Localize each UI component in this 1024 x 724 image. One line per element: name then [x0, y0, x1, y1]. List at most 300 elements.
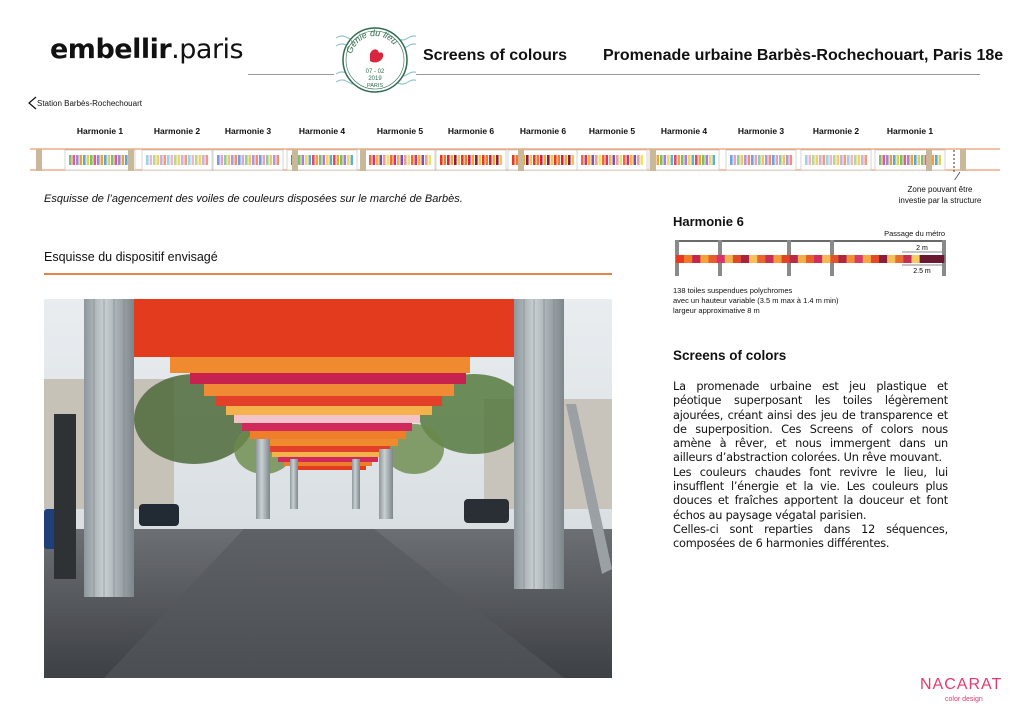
harmony-swatch — [312, 155, 315, 165]
harmony-swatch — [249, 155, 252, 165]
harmony-swatch — [741, 155, 744, 165]
harmonie-6-swatch — [708, 255, 716, 263]
harmony-swatch — [153, 155, 156, 165]
harmony-swatch — [451, 155, 454, 165]
harmonie-6-swatch — [684, 255, 692, 263]
harmony-swatch — [195, 155, 198, 165]
harmony-swatch — [900, 155, 903, 165]
harmony-label: Harmonie 1 — [886, 126, 934, 136]
harmony-swatch — [235, 155, 238, 165]
harmonie-6-swatch — [847, 255, 855, 263]
harmony-swatch — [681, 155, 684, 165]
paragraph-2: Les couleurs chaudes font revivre le lieu, lui insufflent l’énergie et la vie. Les couleurs plus douces et fraîches apportent la douceur et font échos au paysage végatal parisien. — [673, 465, 948, 522]
harmonie-6-swatch — [741, 255, 749, 263]
harmony-swatch — [627, 155, 630, 165]
harmony-swatch — [664, 155, 667, 165]
harmony-label: Harmonie 6 — [519, 126, 567, 136]
harmony-swatch — [758, 155, 761, 165]
harmony-swatch — [104, 155, 107, 165]
harmony-swatch — [465, 155, 468, 165]
harmony-swatch — [599, 155, 602, 165]
screens-of-colors-title: Screens of colors — [673, 348, 787, 363]
harmony-swatch — [544, 155, 547, 165]
harmony-swatch — [242, 155, 245, 165]
harmony-label: Harmonie 5 — [588, 126, 636, 136]
harmony-swatch — [623, 155, 626, 165]
harmony-swatch — [660, 155, 663, 165]
harmony-label: Harmonie 3 — [737, 126, 785, 136]
harmony-swatch — [554, 155, 557, 165]
harmony-swatch — [217, 155, 220, 165]
harmony-swatch — [94, 155, 97, 165]
harmonie-6-swatch — [895, 255, 903, 263]
harmony-swatch — [164, 155, 167, 165]
harmony-swatch — [150, 155, 153, 165]
harmony-swatch — [572, 155, 575, 165]
harmony-swatch — [397, 155, 400, 165]
harmony-swatch — [755, 155, 758, 165]
harmony-swatch — [865, 155, 868, 165]
harmony-swatch — [886, 155, 889, 165]
harmony-swatch — [387, 155, 390, 165]
harmony-swatch — [847, 155, 850, 165]
zone-note — [880, 184, 1000, 206]
harmony-swatch — [472, 155, 475, 165]
metro-passage-label: Passage du métro — [884, 229, 945, 238]
harmony-swatch — [174, 155, 177, 165]
harmony-swatch — [500, 155, 503, 165]
sketch-photo — [44, 299, 612, 678]
harmony-swatch — [69, 155, 72, 165]
harmonie-6-swatch — [871, 255, 879, 263]
harmony-swatch — [685, 155, 688, 165]
harmonie-6-swatch — [863, 255, 871, 263]
harmony-swatch — [181, 155, 184, 165]
harmony-swatch — [330, 155, 333, 165]
harmony-swatch — [270, 155, 273, 165]
harmony-swatch — [256, 155, 259, 165]
harmony-swatch — [730, 155, 733, 165]
harmonie-6-swatch — [749, 255, 757, 263]
harmony-swatch — [351, 155, 354, 165]
harmony-label: Harmonie 4 — [660, 126, 708, 136]
harmony-swatch — [551, 155, 554, 165]
harmony-swatch — [202, 155, 205, 165]
harmony-label: Harmonie 3 — [224, 126, 272, 136]
harmony-swatch — [805, 155, 808, 165]
harmonie-6-swatch — [765, 255, 773, 263]
harmony-block — [213, 150, 283, 170]
harmonie-6-title: Harmonie 6 — [673, 214, 744, 229]
harmony-swatch — [347, 155, 350, 165]
harmony-swatch — [692, 155, 695, 165]
structure-post — [128, 149, 134, 171]
harmony-swatch — [309, 155, 312, 165]
harmonie-6-swatch — [806, 255, 814, 263]
structure-post — [926, 149, 932, 171]
harmony-swatch — [833, 155, 836, 165]
harmonie-6-swatch — [692, 255, 700, 263]
harmonie-6-swatch — [838, 255, 846, 263]
harmony-swatch — [613, 155, 616, 165]
harmony-swatch — [277, 155, 280, 165]
harmony-swatch — [630, 155, 633, 165]
harmony-swatch — [671, 155, 674, 165]
harmony-swatch — [786, 155, 789, 165]
harmony-swatch — [302, 155, 305, 165]
harmony-swatch — [826, 155, 829, 165]
harmony-swatch — [238, 155, 241, 165]
seal-year: 2019 — [368, 76, 382, 82]
harmony-swatch — [401, 155, 404, 165]
harmony-swatch — [192, 155, 195, 165]
section-rule — [44, 273, 612, 275]
harmony-swatch — [259, 155, 262, 165]
harmony-swatch — [273, 155, 276, 165]
harmony-swatch — [316, 155, 319, 165]
harmony-swatch — [772, 155, 775, 165]
harmony-swatch — [245, 155, 248, 165]
harmonie-6-swatch — [790, 255, 798, 263]
harmony-swatch — [907, 155, 910, 165]
harmony-swatch — [185, 155, 188, 165]
harmony-swatch — [709, 155, 712, 165]
harmony-swatch — [440, 155, 443, 165]
harmony-swatch — [489, 155, 492, 165]
zone-pointer-line — [952, 172, 960, 180]
harmony-swatch — [779, 155, 782, 165]
harmony-swatch — [390, 155, 393, 165]
harmony-swatch — [305, 155, 308, 165]
harmony-swatch — [540, 155, 543, 165]
harmony-block — [726, 150, 796, 170]
harmony-swatch — [558, 155, 561, 165]
note-line-2: avec un hauteur variable (3.5 m max à 1.4 m min) — [673, 296, 839, 305]
harmony-swatch — [819, 155, 822, 165]
harmony-swatch — [122, 155, 125, 165]
harmonie-6-swatch — [757, 255, 765, 263]
logo — [50, 34, 243, 65]
harmony-swatch — [394, 155, 397, 165]
harmonie-6-swatch — [887, 255, 895, 263]
harmony-swatch — [744, 155, 747, 165]
harmony-swatch — [609, 155, 612, 165]
harmony-swatch — [812, 155, 815, 165]
harmony-swatch — [837, 155, 840, 165]
harmony-swatch — [333, 155, 336, 165]
note-line-3: largeur approximative 8 m — [673, 306, 760, 315]
structure-post — [960, 149, 966, 171]
harmony-swatch — [496, 155, 499, 165]
sketch-caption: Esquisse de l’agencement des voiles de couleurs disposées sur le marché de Barbès. — [44, 193, 463, 205]
harmonie-6-swatches — [676, 255, 944, 263]
structure-post — [518, 149, 524, 171]
harmony-swatch — [688, 155, 691, 165]
harmony-swatch — [602, 155, 605, 165]
harmony-swatch — [369, 155, 372, 165]
note-line-1: 138 toiles suspendues polychromes — [673, 286, 793, 295]
harmony-swatch — [80, 155, 83, 165]
harmony-swatch — [526, 155, 529, 165]
harmony-swatch — [108, 155, 111, 165]
harmony-swatch — [383, 155, 386, 165]
harmony-swatch — [337, 155, 340, 165]
harmony-swatch — [319, 155, 322, 165]
screens-of-colors-body — [673, 380, 948, 552]
harmony-swatch — [769, 155, 772, 165]
harmony-swatch — [404, 155, 407, 165]
harmony-swatch — [751, 155, 754, 165]
harmony-swatch — [418, 155, 421, 165]
harmony-label: Harmonie 2 — [812, 126, 860, 136]
harmony-swatch — [73, 155, 76, 165]
harmony-swatch — [904, 155, 907, 165]
harmony-label: Harmonie 1 — [76, 126, 124, 136]
harmony-swatch — [537, 155, 540, 165]
harmony-swatch — [678, 155, 681, 165]
zone-note-line-2: investie par la structure — [898, 196, 982, 205]
harmony-swatch — [323, 155, 326, 165]
harmony-swatch — [897, 155, 900, 165]
harmony-swatch — [221, 155, 224, 165]
harmony-swatch — [699, 155, 702, 165]
harmony-swatch — [160, 155, 163, 165]
harmony-label: Harmonie 5 — [376, 126, 424, 136]
harmony-swatch — [97, 155, 100, 165]
harmony-swatch — [157, 155, 160, 165]
harmony-block — [649, 150, 719, 170]
harmonie-6-swatch — [855, 255, 863, 263]
harmony-swatch — [199, 155, 202, 165]
harmonie-6-swatch — [773, 255, 781, 263]
harmony-swatch — [340, 155, 343, 165]
harmony-swatch — [512, 155, 515, 165]
harmony-swatch — [883, 155, 886, 165]
harmony-block — [577, 150, 647, 170]
harmony-swatch — [854, 155, 857, 165]
harmony-swatch — [595, 155, 598, 165]
harmony-swatch — [376, 155, 379, 165]
dim-25m-label: 2.5 m — [913, 268, 931, 275]
harmony-swatch — [252, 155, 255, 165]
harmony-swatch — [206, 155, 209, 165]
harmony-swatch — [298, 155, 301, 165]
harmony-swatch — [373, 155, 376, 165]
harmony-swatch — [657, 155, 660, 165]
harmony-swatch — [783, 155, 786, 165]
harmony-swatch — [809, 155, 812, 165]
harmony-swatch — [588, 155, 591, 165]
harmony-swatch — [530, 155, 533, 165]
harmony-swatch — [776, 155, 779, 165]
harmony-swatch — [425, 155, 428, 165]
logo-bold: embellir — [50, 34, 172, 65]
harmonie-6-swatch — [676, 255, 684, 263]
harmony-swatch — [851, 155, 854, 165]
harmony-swatch — [616, 155, 619, 165]
harmony-swatch — [111, 155, 114, 165]
harmony-label: Harmonie 6 — [447, 126, 495, 136]
harmony-swatch — [76, 155, 79, 165]
harmony-swatch — [479, 155, 482, 165]
harmony-block — [801, 150, 871, 170]
harmony-swatch — [228, 155, 231, 165]
harmony-strip-diagram — [30, 140, 1000, 180]
harmony-swatch — [468, 155, 471, 165]
project-title: Promenade urbaine Barbès-Rochechouart, Paris 18e — [603, 47, 1004, 64]
nacarat-logo: NACARAT — [920, 676, 1003, 693]
genie-du-lieu-seal — [334, 24, 416, 96]
harmony-swatch — [458, 155, 461, 165]
harmony-swatch — [475, 155, 478, 165]
harmony-swatch — [935, 155, 938, 165]
harmony-swatch — [380, 155, 383, 165]
structure-post — [360, 149, 366, 171]
harmony-swatch — [620, 155, 623, 165]
harmony-swatch — [641, 155, 644, 165]
harmony-swatch — [344, 155, 347, 165]
paragraph-1: La promenade urbaine est jeu plastique et péotique superposant les toiles légèrement ajourées, créant ainsi des jeu de transparence et de superposition. Ces Screens of colors nous amène à rêver, et nous immergent dans un ailleurs d’abstraction colorées. Un rêve mouvant. — [673, 380, 948, 465]
harmony-swatch — [918, 155, 921, 165]
harmony-swatch — [266, 155, 269, 165]
harmony-swatch — [637, 155, 640, 165]
harmony-swatch — [762, 155, 765, 165]
harmony-swatch — [921, 155, 924, 165]
harmony-swatch — [840, 155, 843, 165]
harmony-swatch — [893, 155, 896, 165]
harmonie-6-swatch — [879, 255, 887, 263]
harmony-swatch — [415, 155, 418, 165]
harmony-swatch — [231, 155, 234, 165]
promenade-visualization — [44, 299, 612, 678]
harmony-swatch — [585, 155, 588, 165]
harmonie-6-swatch — [903, 255, 911, 263]
harmony-swatch — [816, 155, 819, 165]
seal-title: Génie du lieu — [344, 27, 400, 55]
harmonie-6-swatch — [798, 255, 806, 263]
harmony-block — [365, 150, 435, 170]
harmony-swatch — [493, 155, 496, 165]
harmony-block — [436, 150, 506, 170]
harmony-swatch — [914, 155, 917, 165]
harmony-swatch — [702, 155, 705, 165]
harmonie-6-swatch — [814, 255, 822, 263]
harmony-swatch — [90, 155, 93, 165]
structure-post — [292, 149, 298, 171]
harmonie-6-swatch — [928, 255, 936, 263]
harmony-swatch — [482, 155, 485, 165]
harmony-swatch — [101, 155, 104, 165]
station-label: Station Barbès-Rochechouart — [37, 99, 142, 108]
seal-city: PARIS — [366, 83, 384, 89]
harmony-swatch — [422, 155, 425, 165]
harmony-swatch — [461, 155, 464, 165]
harmony-swatch — [879, 155, 882, 165]
harmony-swatch — [146, 155, 149, 165]
document-title: Screens of colours — [423, 47, 568, 64]
harmony-swatch — [533, 155, 536, 165]
harmony-swatch — [581, 155, 584, 165]
harmony-swatch — [706, 155, 709, 165]
harmony-swatch — [737, 155, 740, 165]
harmony-swatch — [695, 155, 698, 165]
harmony-swatch — [765, 155, 768, 165]
harmony-swatch — [447, 155, 450, 165]
harmony-swatch — [568, 155, 571, 165]
harmony-swatch — [858, 155, 861, 165]
harmonie-6-swatch — [700, 255, 708, 263]
harmony-swatch — [861, 155, 864, 165]
harmony-swatch — [565, 155, 568, 165]
harmony-swatch — [118, 155, 121, 165]
harmony-swatch — [790, 155, 793, 165]
seal-date: 07 - 02 — [365, 69, 385, 75]
paragraph-3: Celles-ci sont reparties dans 12 séquences, composées de 6 harmonies différentes. — [673, 522, 948, 551]
harmony-swatch — [408, 155, 411, 165]
zone-note-line-1: Zone pouvant être — [907, 185, 973, 194]
section-title: Esquisse du dispositif envisagé — [44, 250, 218, 264]
harmony-swatch — [444, 155, 447, 165]
harmony-swatch — [83, 155, 86, 165]
harmony-swatch — [411, 155, 414, 165]
structure-post — [36, 149, 42, 171]
structure-post — [650, 149, 656, 171]
harmony-swatch — [171, 155, 174, 165]
harmony-swatch — [178, 155, 181, 165]
harmony-swatch — [606, 155, 609, 165]
harmonie-6-notes — [673, 286, 839, 316]
harmony-swatch — [823, 155, 826, 165]
harmony-swatch — [516, 155, 519, 165]
harmony-swatch — [547, 155, 550, 165]
harmony-swatch — [224, 155, 227, 165]
harmony-block — [142, 150, 212, 170]
harmony-label: Harmonie 2 — [153, 126, 201, 136]
harmony-swatch — [167, 155, 170, 165]
harmony-swatch — [188, 155, 191, 165]
harmony-swatch — [674, 155, 677, 165]
harmony-swatch — [263, 155, 266, 165]
harmonie-6-swatch — [920, 255, 928, 263]
harmonie-6-swatch — [912, 255, 920, 263]
harmony-swatch — [713, 155, 716, 165]
harmony-block — [875, 150, 945, 170]
harmony-swatch — [890, 155, 893, 165]
logo-light: .paris — [171, 34, 244, 65]
harmony-swatch — [115, 155, 118, 165]
harmony-swatch — [561, 155, 564, 165]
harmony-swatch — [844, 155, 847, 165]
harmony-swatch — [939, 155, 942, 165]
harmonie-6-swatch — [936, 255, 944, 263]
harmony-swatch — [911, 155, 914, 165]
harmony-label: Harmonie 4 — [298, 126, 346, 136]
harmony-swatch — [748, 155, 751, 165]
harmonie-6-swatch — [822, 255, 830, 263]
harmonie-6-swatch — [782, 255, 790, 263]
harmonie-6-swatch — [725, 255, 733, 263]
harmony-swatch — [486, 155, 489, 165]
harmonie-6-swatch — [717, 255, 725, 263]
harmony-swatch — [592, 155, 595, 165]
harmonie-6-swatch — [830, 255, 838, 263]
harmony-swatch — [326, 155, 329, 165]
harmony-swatch — [734, 155, 737, 165]
harmony-block — [65, 150, 135, 170]
harmony-swatch — [830, 155, 833, 165]
harmonie-6-diagram — [670, 228, 960, 278]
harmony-swatch — [667, 155, 670, 165]
